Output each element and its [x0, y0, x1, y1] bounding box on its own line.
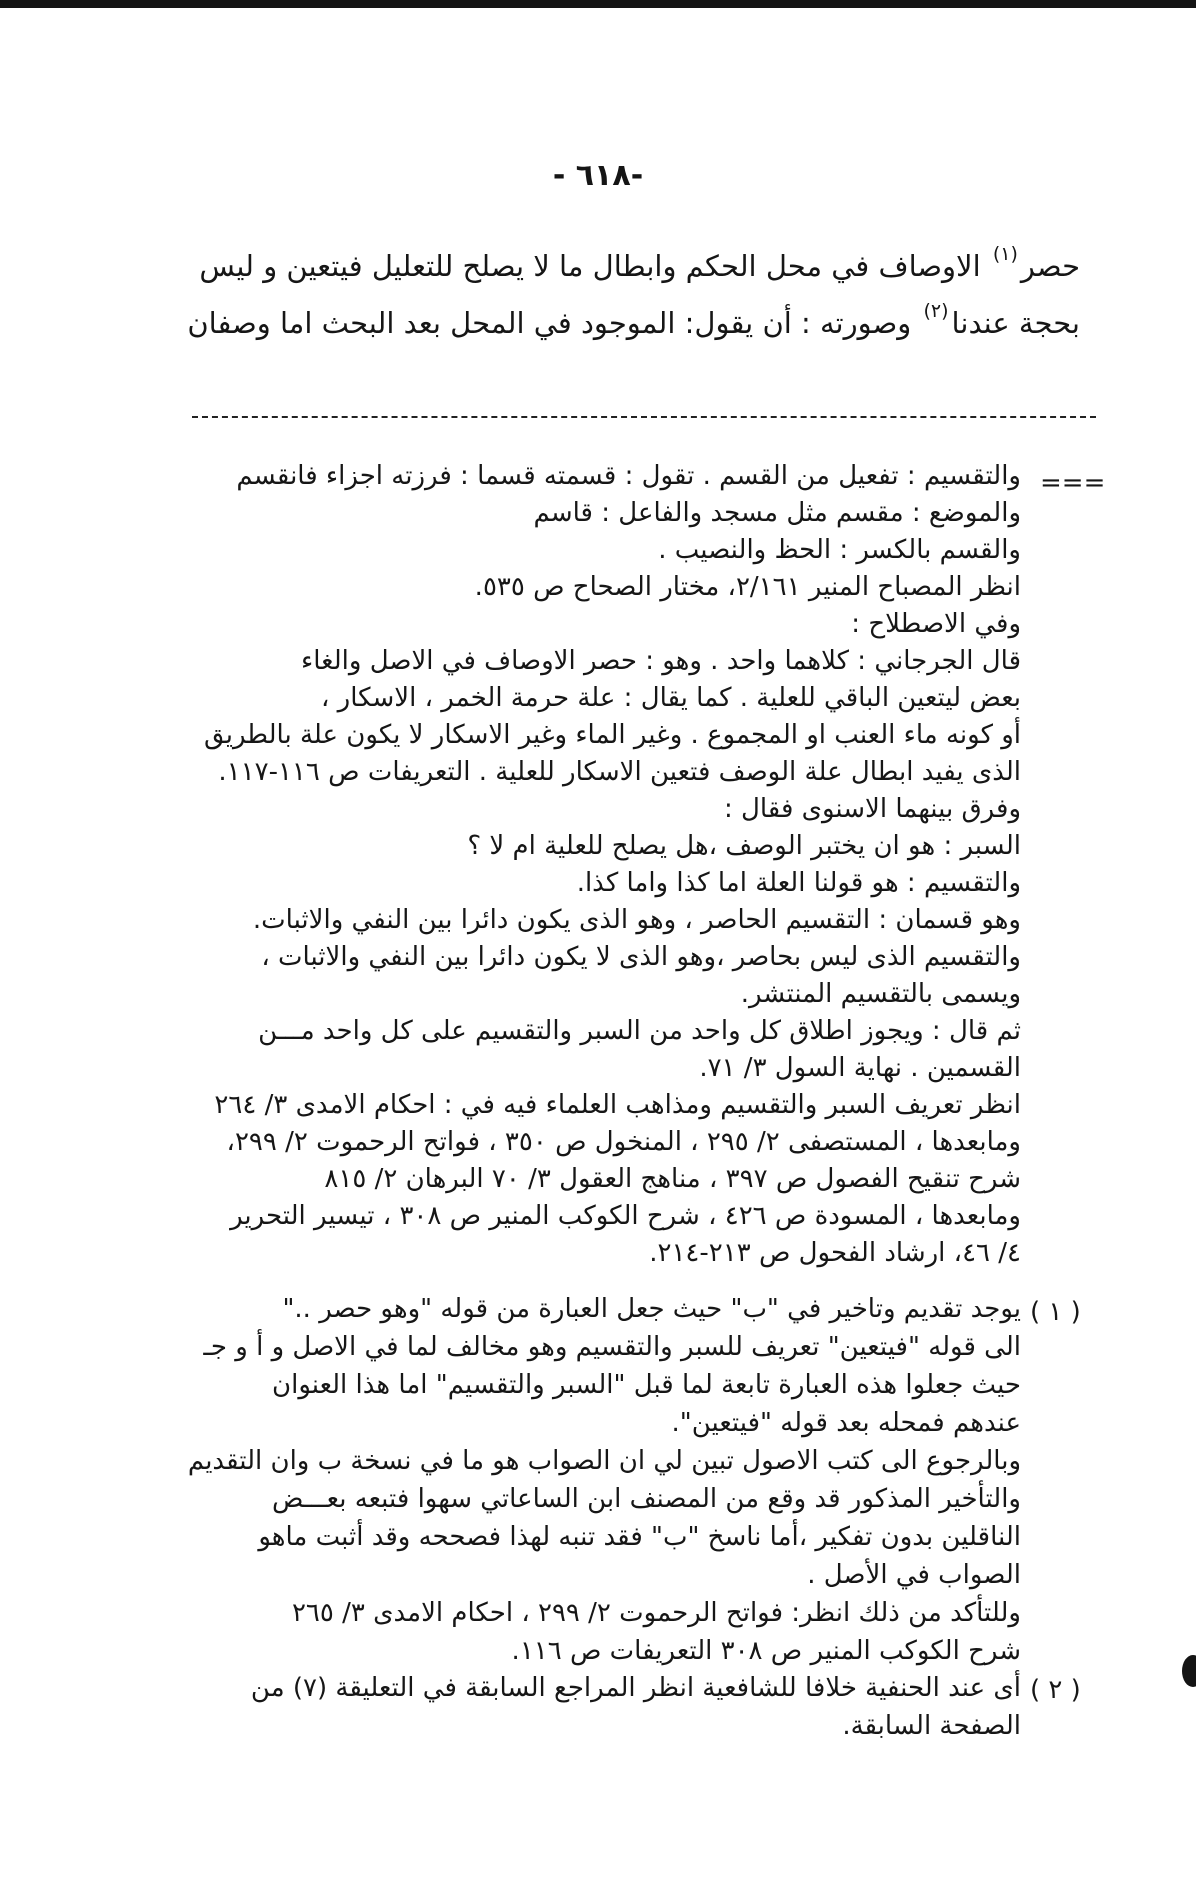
footnote-ref-1[interactable]: (١): [992, 243, 1018, 265]
footnote-line: الصفحة السابقة.: [842, 1711, 1021, 1741]
footnote-line: ومابعدها ، المسودة ص ٤٢٦ ، شرح الكوكب المنير ص ٣٠٨ ، تيسير التحرير: [230, 1201, 1021, 1231]
footnote-line: والموضع : مقسم مثل مسجد والفاعل : قاسم: [533, 498, 1021, 528]
main-text-start: بحجة عندنا: [951, 306, 1080, 340]
footnote-line: انظر المصباح المنير ٢/١٦١، مختار الصحاح ص ٥٣٥.: [474, 572, 1021, 602]
footnote-line: ثم قال : ويجوز اطلاق كل واحد من السبر والتقسيم على كل واحد مـــن: [258, 1016, 1021, 1046]
footnote-line: والتقسيم الذى ليس بحاصر ،وهو الذى لا يكون دائرا بين النفي والاثبات ،: [261, 942, 1021, 972]
main-text-start: حصر: [1020, 249, 1080, 283]
footnote-line: وبالرجوع الى كتب الاصول تبين لي ان الصواب هو ما في نسخة ب وان التقديم: [187, 1446, 1021, 1476]
footnote-line: وفرق بينهما الاسنوى فقال :: [723, 794, 1021, 824]
footnote-1-marker: ( ١ ): [1030, 1297, 1081, 1327]
scan-artifact: [1182, 1655, 1196, 1687]
footnote-line: بعض ليتعين الباقي للعلية . كما يقال : علة حرمة الخمر ، الاسكار ،: [320, 683, 1021, 713]
footnote-line: والتأخير المذكور قد وقع من المصنف ابن الساعاتي سهوا فتبعه بعـــض: [271, 1484, 1021, 1514]
main-text-rest: الاوصاف في محل الحكم وابطال ما لا يصلح للتعليل فيتعين و ليس: [199, 249, 981, 283]
footnote-line: حيث جعلوا هذه العبارة تابعة لما قبل "السبر والتقسيم" اما هذا العنوان: [272, 1370, 1021, 1400]
footnote-ref-2[interactable]: (٢): [923, 300, 949, 322]
footnote-line: ويسمى بالتقسيم المنتشر.: [740, 979, 1021, 1009]
footnote-line: شرح الكوكب المنير ص ٣٠٨ التعريفات ص ١١٦.: [511, 1636, 1021, 1666]
footnote-line: القسمين . نهاية السول ٣/ ٧١.: [699, 1053, 1021, 1083]
footnote-line: وللتأكد من ذلك انظر: فواتح الرحموت ٢/ ٢٩٩ ، احكام الامدى ٣/ ٢٦٥: [291, 1598, 1021, 1628]
top-border: [0, 0, 1196, 8]
footnote-line: انظر تعريف السبر والتقسيم ومذاهب العلماء فيه في : احكام الامدى ٣/ ٢٦٤: [214, 1090, 1021, 1120]
footnote-line: أو كونه ماء العنب او المجموع . وغير الماء وغير الاسكار لا يكون علة بالطريق: [204, 720, 1021, 750]
footnote-line: عندهم فمحله بعد قوله "فيتعين".: [671, 1408, 1021, 1438]
footnote-line: الذى يفيد ابطال علة الوصف فتعين الاسكار للعلية . التعريفات ص ١١٦-١١٧.: [218, 757, 1021, 787]
footnote-line: السبر : هو ان يختبر الوصف ،هل يصلح للعلية ام لا ؟: [467, 831, 1021, 861]
page-number: - ٦١٨-: [552, 158, 644, 193]
footnote-separator: [192, 416, 1096, 418]
footnote-line: يوجد تقديم وتاخير في "ب" حيث جعل العبارة من قوله "وهو حصر ..": [282, 1294, 1021, 1324]
footnote-line: قال الجرجاني : كلاهما واحد . وهو : حصر الاوصاف في الاصل والغاء: [301, 646, 1021, 676]
main-text-line-1: [199, 243, 1080, 288]
footnote-line: ٤/ ٤٦، ارشاد الفحول ص ٢١٣-٢١٤.: [649, 1238, 1021, 1268]
footnote-line: شرح تنقيح الفصول ص ٣٩٧ ، مناهج العقول ٣/ ٧٠ البرهان ٢/ ٨١٥: [324, 1164, 1021, 1194]
footnote-line: والتقسيم : هو قولنا العلة اما كذا واما كذا.: [576, 868, 1021, 898]
footnote-2-marker: ( ٢ ): [1030, 1675, 1081, 1705]
footnote-line: أى عند الحنفية خلافا للشافعية انظر المراجع السابقة في التعليقة (٧) من: [250, 1673, 1021, 1703]
footnote-line: ومابعدها ، المستصفى ٢/ ٢٩٥ ، المنخول ص ٣٥٠ ، فواتح الرحموت ٢/ ٢٩٩،: [226, 1127, 1021, 1157]
continuation-marker: ===: [1040, 468, 1106, 498]
main-text-line-2: [187, 300, 1080, 345]
footnote-line: وفي الاصطلاح :: [851, 609, 1021, 639]
footnote-line: وهو قسمان : التقسيم الحاصر ، وهو الذى يكون دائرا بين النفي والاثبات.: [252, 905, 1021, 935]
main-text-rest: وصورته : أن يقول: الموجود في المحل بعد البحث اما وصفان: [187, 306, 912, 340]
footnote-line: والتقسيم : تفعيل من القسم . تقول : قسمته قسما : فرزته اجزاء فانقسم: [236, 461, 1021, 491]
footnote-line: الصواب في الأصل .: [807, 1560, 1021, 1590]
footnote-line: والقسم بالكسر : الحظ والنصيب .: [658, 535, 1021, 565]
footnote-line: الناقلين بدون تفكير ،أما ناسخ "ب" فقد تنبه لهذا فصححه وقد أثبت ماهو: [258, 1522, 1021, 1552]
footnote-line: الى قوله "فيتعين" تعريف للسبر والتقسيم وهو مخالف لما في الاصل و أ و جـ: [203, 1332, 1021, 1362]
